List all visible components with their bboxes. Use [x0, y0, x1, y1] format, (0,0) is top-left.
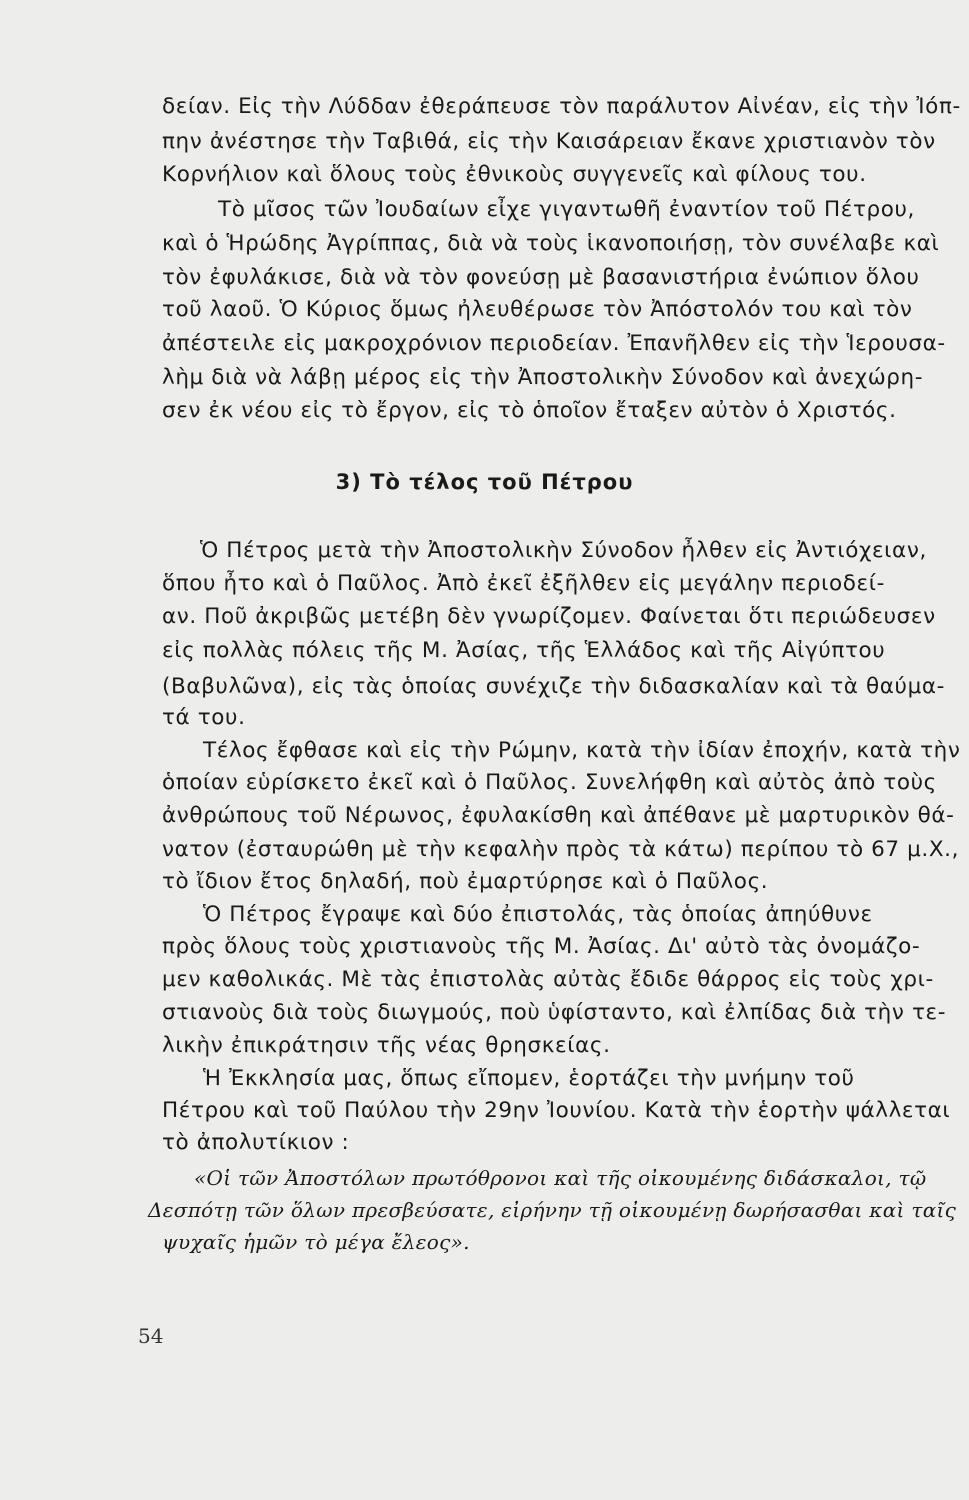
text-line: λὴμ διὰ νὰ λάβῃ μέρος εἰς τὴν Ἀποστολικὴν Σύνοδον καὶ ἀνεχώρη- — [162, 365, 924, 390]
text-line: τοῦ λαοῦ. Ὁ Κύριος ὅμως ἠλευθέρωσε τὸν Ἀπόστολόν του καὶ τὸν — [162, 297, 913, 322]
text-line: ἀνθρώπους τοῦ Νέρωνος, ἐφυλακίσθη καὶ ἀπέθανε μὲ μαρτυρικὸν θά- — [162, 803, 955, 828]
text-line: Ὁ Πέτρος ἔγραψε καὶ δύο ἐπιστολάς, τὰς ὁποίας ἀπηύθυνε — [203, 902, 873, 927]
text-line: τά του. — [162, 705, 246, 730]
text-line: Ὁ Πέτρος μετὰ τὴν Ἀποστολικὴν Σύνοδον ἦλθεν εἰς Ἀντιόχειαν, — [200, 538, 927, 563]
page-number: 54 — [138, 1324, 164, 1348]
text-line: Τέλος ἔφθασε καὶ εἰς τὴν Ρώμην, κατὰ τὴν ἰδίαν ἐποχήν, κατὰ τὴν — [203, 738, 961, 763]
quote-line: ψυχαῖς ἡμῶν τὸ μέγα ἔλεος». — [162, 1230, 470, 1254]
text-line: εἰς πολλὰς πόλεις τῆς Μ. Ἀσίας, τῆς Ἑλλάδος καὶ τῆς Αἰγύπτου — [162, 638, 886, 663]
text-line: (Βαβυλῶνα), εἰς τὰς ὁποίας συνέχιζε τὴν διδασκαλίαν καὶ τὰ θαύμα- — [162, 674, 945, 699]
text-line: πρὸς ὅλους τοὺς χριστιανοὺς τῆς Μ. Ἀσίας. Δι' αὐτὸ τὰς ὀνομάζο- — [162, 934, 921, 959]
text-line: Τὸ μῖσος τῶν Ἰουδαίων εἶχε γιγαντωθῆ ἐναντίον τοῦ Πέτρου, — [218, 197, 915, 222]
text-line: αν. Ποῦ ἀκριβῶς μετέβη δὲν γνωρίζομεν. Φαίνεται ὅτι περιώδευσεν — [162, 604, 936, 629]
section-heading: 3) Τὸ τέλος τοῦ Πέτρου — [335, 470, 634, 494]
quote-line: Δεσπότῃ τῶν ὅλων πρεσβεύσατε, εἰρήνην τῇ οἰκουμένῃ δωρήσασθαι καὶ ταῖς — [148, 1198, 957, 1222]
text-line: πην ἀνέστησε τὴν Ταβιθά, εἰς τὴν Καισάρειαν ἔκανε χριστιανὸν τὸν — [162, 129, 936, 154]
text-line: Ἡ Ἐκκλησία μας, ὅπως εἴπομεν, ἑορτάζει τὴν μνήμην τοῦ — [203, 1066, 855, 1091]
text-line: δείαν. Εἰς τὴν Λύδδαν ἐθεράπευσε τὸν παράλυτον Αἰνέαν, εἰς τὴν Ἰόπ- — [162, 94, 961, 119]
text-line: ὁποίαν εὑρίσκετο ἐκεῖ καὶ ὁ Παῦλος. Συνελήφθη καὶ αὐτὸς ἀπὸ τοὺς — [162, 770, 937, 795]
text-line: Κορνήλιον καὶ ὅλους τοὺς ἐθνικοὺς συγγενεῖς καὶ φίλους του. — [162, 162, 867, 187]
text-line: ὅπου ἦτο καὶ ὁ Παῦλος. Ἀπὸ ἐκεῖ ἐξῆλθεν εἰς μεγάλην περιοδεί- — [162, 571, 886, 596]
text-line: τὸ ἴδιον ἔτος δηλαδή, ποὺ ἐμαρτύρησε καὶ ὁ Παῦλος. — [162, 869, 769, 894]
text-line: Πέτρου καὶ τοῦ Παύλου τὴν 29ην Ἰουνίου. Κατὰ τὴν ἑορτὴν ψάλλεται — [162, 1098, 951, 1123]
text-line: λικὴν ἐπικράτησιν τῆς νέας θρησκείας. — [162, 1033, 611, 1058]
text-line: τὸν ἐφυλάκισε, διὰ νὰ τὸν φονεύσῃ μὲ βασανιστήρια ἐνώπιον ὅλου — [162, 265, 920, 290]
text-line: ἀπέστειλε εἰς μακροχρόνιον περιοδείαν. Ἐπανῆλθεν εἰς τὴν Ἱερουσα- — [162, 331, 946, 356]
text-line: καὶ ὁ Ἡρώδης Ἀγρίππας, διὰ νὰ τοὺς ἱκανοποιήσῃ, τὸν συνέλαβε καὶ — [162, 231, 940, 256]
text-line: νατον (ἐσταυρώθη μὲ τὴν κεφαλὴν πρὸς τὰ κάτω) περίπου τὸ 67 μ.Χ., — [162, 837, 960, 862]
text-line: μεν καθολικάς. Μὲ τὰς ἐπιστολὰς αὐτὰς ἔδιδε θάρρος εἰς τοὺς χρι- — [162, 967, 934, 992]
text-line: σεν ἐκ νέου εἰς τὸ ἔργον, εἰς τὸ ὁποῖον ἔταξεν αὐτὸν ὁ Χριστός. — [162, 398, 897, 423]
text-line: τὸ ἀπολυτίκιον : — [162, 1130, 350, 1155]
quote-line: «Οἱ τῶν Ἀποστόλων πρωτόθρονοι καὶ τῆς οἰκουμένης διδάσκαλοι, τῷ — [194, 1166, 927, 1190]
text-line: στιανοὺς διὰ τοὺς διωγμούς, ποὺ ὑφίσταντο, καὶ ἐλπίδας διὰ τὴν τε- — [162, 1000, 947, 1025]
